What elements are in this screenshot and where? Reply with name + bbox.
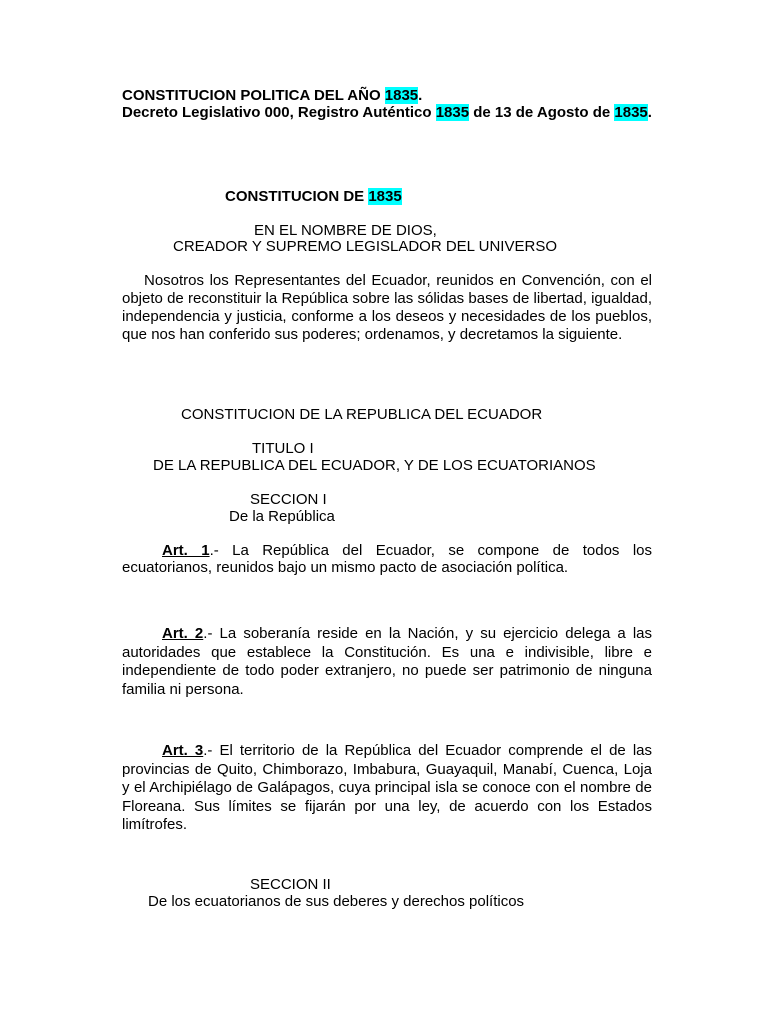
article-label: Art. 3 bbox=[162, 742, 204, 759]
seccion-2-name: De los ecuatorianos de sus deberes y derechos políticos bbox=[148, 893, 525, 910]
article-text: .- La República del Ecuador, se compone de todos los ecuatorianos, reunidos bajo un mismo pacto de asociación política. bbox=[122, 542, 652, 576]
article-2 bbox=[122, 625, 652, 699]
document-header bbox=[122, 87, 652, 121]
article-3 bbox=[122, 742, 652, 835]
seccion-1-label: SECCION I bbox=[250, 491, 327, 508]
article-label: Art. 1 bbox=[162, 542, 210, 559]
year-highlight: 1835 bbox=[384, 87, 419, 104]
preamble-paragraph: Nosotros los Representantes del Ecuador, reunidos en Convención, con el objeto de reconstituir la República sobre las sólidas bases de libertad, igualdad, independencia y justicia, conforme a los deseos y necesidades de los pueblos, que nos han conferido sus poderes; ordenamos, y decretamos la siguiente. bbox=[122, 272, 652, 343]
article-1 bbox=[122, 542, 652, 576]
header-line-2: Decreto Legislativo 000, Registro Auténtico 1835 de 13 de Agosto de 1835. bbox=[122, 104, 652, 121]
header-line-1: CONSTITUCION POLITICA DEL AÑO 1835. bbox=[122, 87, 423, 104]
year-highlight: 1835 bbox=[368, 188, 402, 205]
titulo-name: DE LA REPUBLICA DEL ECUADOR, Y DE LOS ECUATORIANOS bbox=[153, 457, 596, 474]
invocation-line-2: CREADOR Y SUPREMO LEGISLADOR DEL UNIVERSO bbox=[173, 238, 557, 255]
invocation-line-1: EN EL NOMBRE DE DIOS, bbox=[254, 222, 437, 239]
article-text: .- La soberanía reside en la Nación, y su ejercicio delega a las autoridades que establece la Constitución. Es una e indivisible, libre e independiente de todo poder extranjero, no puede ser patrimonio de ninguna familia ni persona. bbox=[122, 625, 652, 698]
seccion-1-name: De la República bbox=[229, 508, 335, 525]
titulo-label: TITULO I bbox=[252, 440, 314, 457]
year-highlight: 1835 bbox=[614, 104, 648, 121]
article-text: .- El territorio de la República del Ecuador comprende el de las provincias de Quito, Chimborazo, Imbabura, Guayaquil, Manabí, Cuenca, Loja y el Archipiélago de Galápagos, cuya principal isla se conoce con el nombre de Floreana. Sus límites se fijarán por una ley, de acuerdo con los Estados limítrofes. bbox=[122, 742, 653, 833]
article-label: Art. 2 bbox=[162, 625, 204, 642]
year-highlight: 1835 bbox=[435, 104, 470, 121]
constitution-title: CONSTITUCION DE LA REPUBLICA DEL ECUADOR bbox=[181, 406, 543, 423]
seccion-2-label: SECCION II bbox=[250, 876, 331, 893]
document-title: CONSTITUCION DE 1835 bbox=[225, 188, 402, 205]
